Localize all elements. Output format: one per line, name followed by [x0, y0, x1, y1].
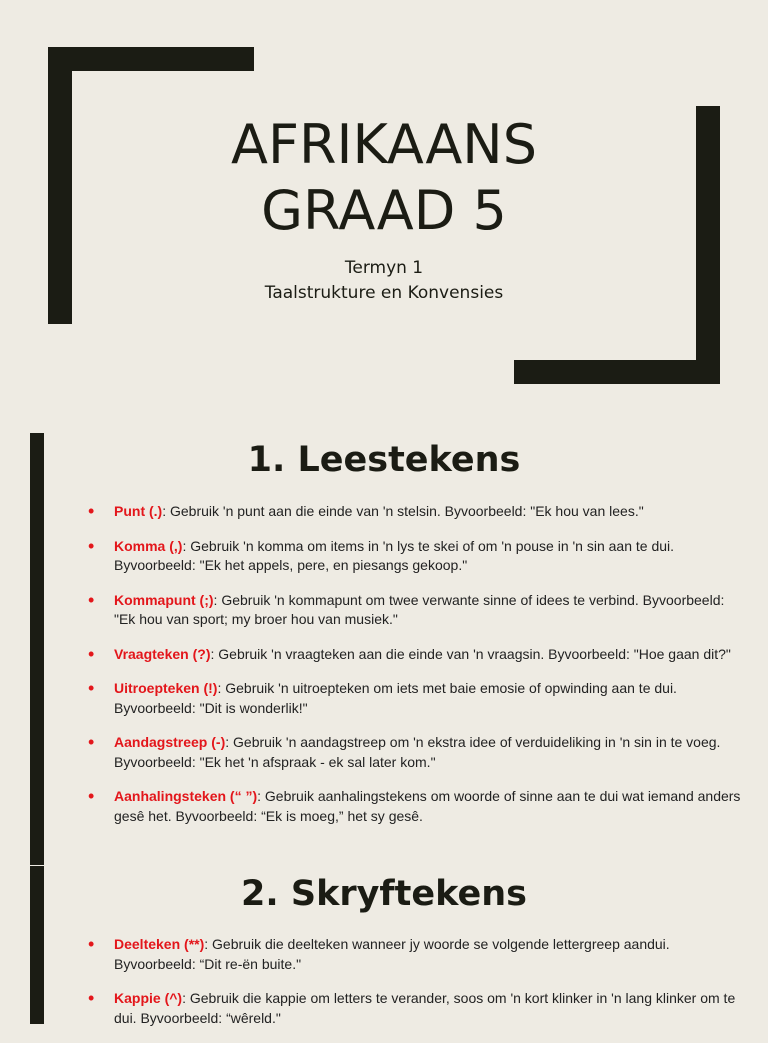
item-text: : Gebruik 'n punt aan die einde van 'n stelsin. Byvoorbeeld: "Ek hou van lees."	[162, 503, 644, 519]
section1-heading: 1. Leestekens	[247, 440, 521, 480]
bullet-icon: •	[88, 501, 95, 521]
title-slide	[0, 0, 768, 418]
bullet-icon: •	[88, 643, 95, 664]
bullet-icon: •	[88, 678, 95, 698]
item-term: Uitroepteken (!)	[114, 680, 218, 696]
list-item	[88, 502, 748, 522]
item-text: : Gebruik 'n komma om items in 'n lys te skei of om 'n pouse in 'n sin aan te dui. Byvoorbeeld: "Ek het appels, pere, en piesangs gekoop."	[114, 537, 675, 573]
title-line-1: AFRIKAANS	[231, 113, 537, 176]
item-term: Kappie (^)	[114, 990, 183, 1006]
slide-subtitle	[0, 256, 768, 306]
subtitle-line-2: Taalstrukture en Konvensies	[264, 283, 504, 303]
bracket-bottom-right-horizontal	[514, 360, 720, 384]
item-term: Punt (.)	[114, 503, 163, 519]
list-item	[88, 733, 748, 772]
list-item	[88, 591, 748, 630]
subtitle-line-1: Termyn 1	[344, 258, 424, 278]
list-item	[88, 935, 748, 974]
item-text: : Gebruik 'n kommapunt om twee verwante sinne of idees te verbind. Byvoorbeeld: "Ek hou van sport; my broer hou van musiek."	[114, 591, 725, 627]
list-item	[88, 989, 748, 1028]
bullet-icon: •	[88, 732, 95, 752]
section2-heading: 2. Skryftekens	[241, 874, 527, 914]
item-term: Kommapunt (;)	[114, 591, 214, 608]
bullet-icon: •	[88, 589, 95, 610]
bullet-icon: •	[88, 786, 95, 806]
item-text: : Gebruik die deelteken wanneer jy woorde se volgende lettergreep aandui. Byvoorbeeld: “Dit re-ën buite."	[114, 936, 670, 972]
list-item	[88, 787, 748, 826]
bracket-top-left-horizontal	[48, 47, 254, 71]
item-text: : Gebruik aanhalingstekens om woorde of sinne aan te dui wat iemand anders gesê het. Byvoorbeeld: “Ek is moeg,” het sy gesê.	[114, 788, 741, 824]
item-text: : Gebruik die kappie om letters te verander, soos om 'n kort klinker in 'n lang klinker om te dui. Byvoorbeeld: “wêreld."	[114, 990, 736, 1026]
section1-list	[88, 502, 748, 841]
bullet-icon: •	[88, 535, 95, 556]
item-term: Vraagteken (?)	[114, 645, 211, 662]
slide-title	[0, 112, 768, 244]
slide2-left-accent-bar	[30, 433, 44, 865]
bullet-icon: •	[88, 988, 95, 1008]
item-term: Deelteken (**)	[114, 936, 205, 952]
item-term: Aandagstreep (-)	[114, 734, 226, 750]
item-term: Aanhalingsteken (“ ”)	[114, 788, 258, 804]
list-item	[88, 679, 748, 718]
section2-list	[88, 935, 748, 1043]
item-term: Komma (,)	[114, 537, 183, 554]
title-line-2: GRAAD 5	[261, 179, 507, 242]
bullet-icon: •	[88, 934, 95, 954]
item-text: : Gebruik 'n uitroepteken om iets met baie emosie of opwinding aan te dui. Byvoorbeeld: "Dit is wonderlik!"	[114, 680, 677, 716]
item-text: : Gebruik 'n aandagstreep om 'n ekstra idee of verduideliking in 'n sin in te voeg. Byvoorbeeld: "Ek het 'n afspraak - ek sal later kom."	[114, 734, 721, 770]
list-item	[88, 537, 748, 576]
list-item	[88, 645, 748, 665]
item-text: : Gebruik 'n vraagteken aan die einde van 'n vraagsin. Byvoorbeeld: "Hoe gaan dit?"	[210, 645, 731, 662]
